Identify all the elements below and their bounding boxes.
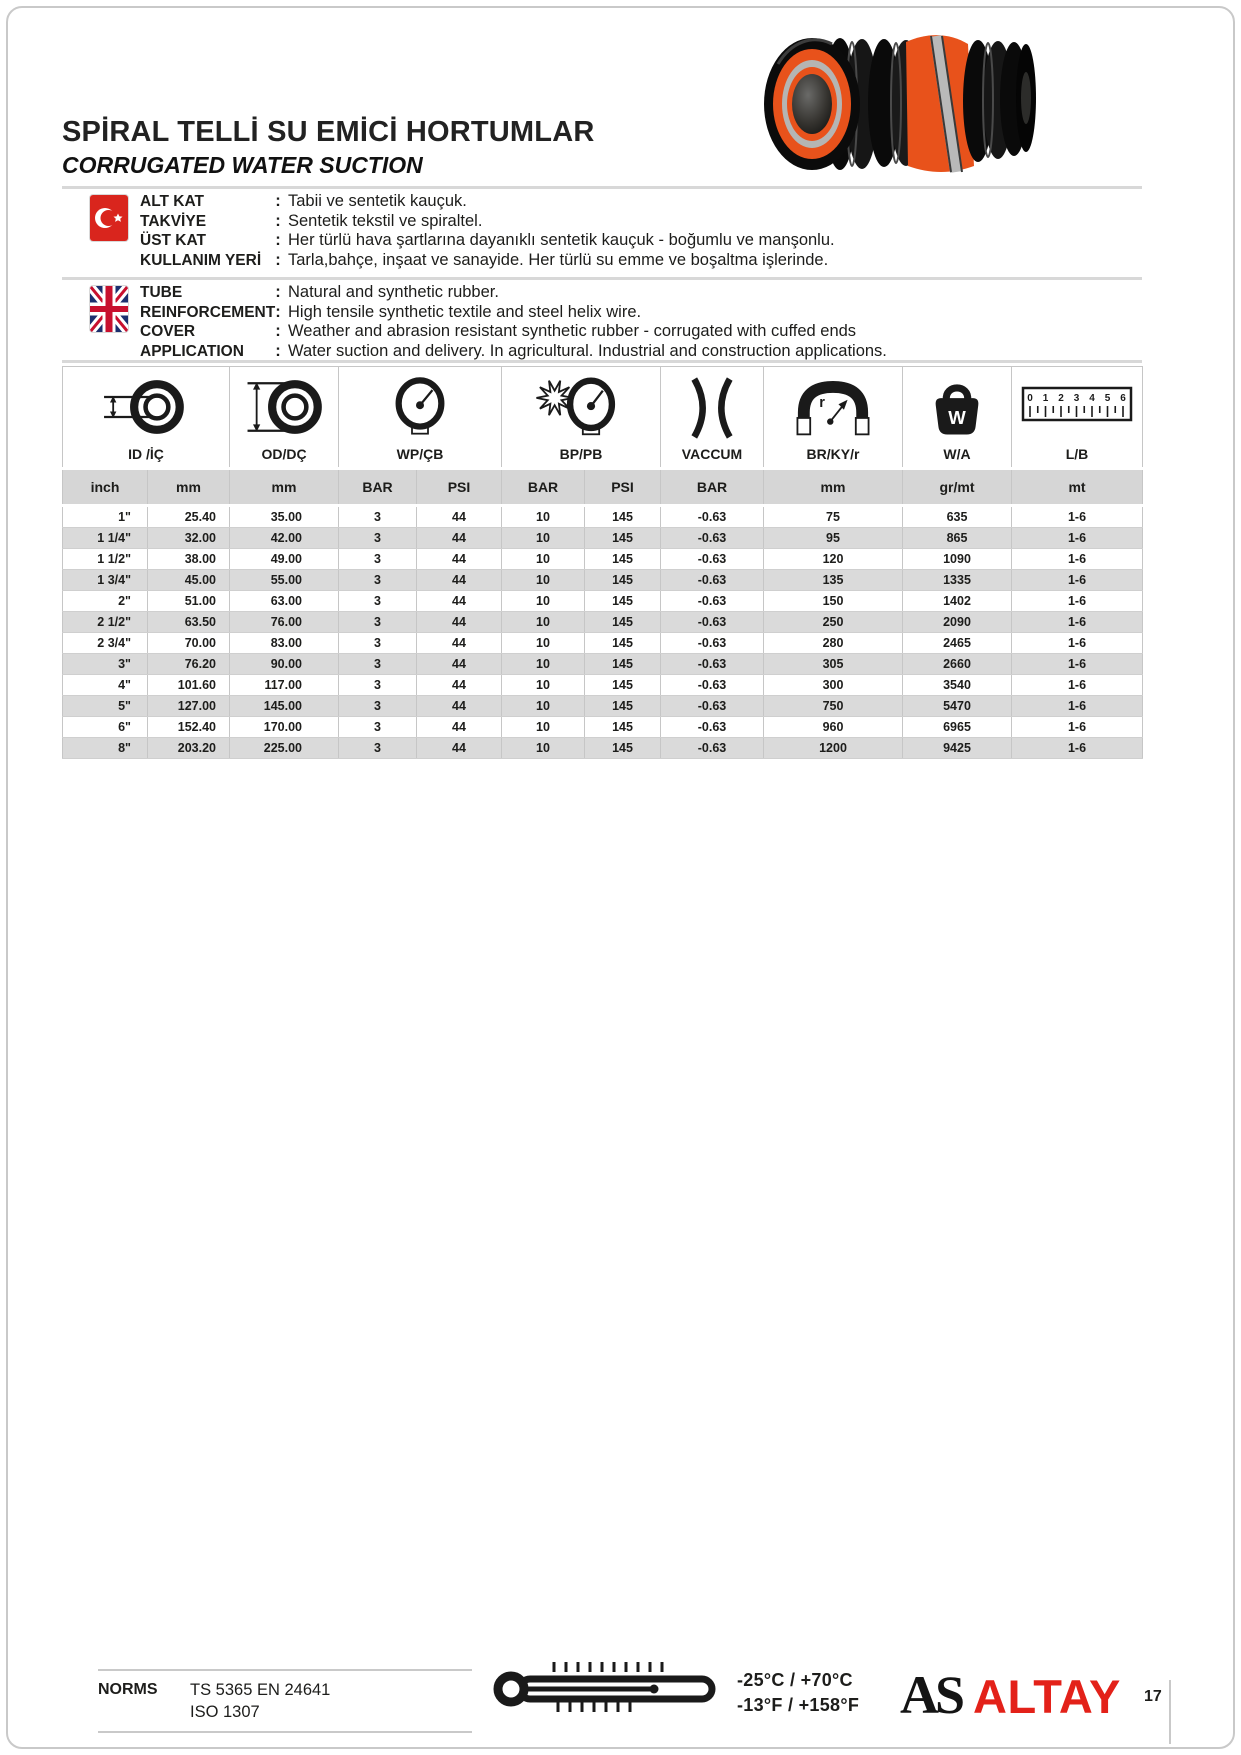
weight-glyph: W: [948, 406, 966, 428]
svg-text:2: 2: [1058, 393, 1064, 404]
table-cell: 3: [339, 549, 417, 570]
unit-header-cell: gr/mt: [903, 469, 1012, 506]
table-cell: 76.20: [148, 654, 230, 675]
table-cell: 2465: [903, 633, 1012, 654]
svg-text:5: 5: [1104, 393, 1111, 404]
table-cell: 2660: [903, 654, 1012, 675]
vacuum-icon: [684, 376, 740, 440]
logo-as-monogram: AS: [900, 1665, 962, 1725]
spec-row: [140, 283, 1142, 303]
colon-separator: :: [275, 302, 281, 321]
radius-glyph: r: [819, 395, 825, 411]
spec-label: TAKVİYE: [140, 212, 207, 230]
table-cell: 63.00: [230, 591, 339, 612]
table-cell: 250: [764, 612, 903, 633]
table-cell: 300: [764, 675, 903, 696]
table-cell: 10: [502, 717, 585, 738]
spec-value: Tarla,bahçe, inşaat ve sanayide. Her türlü su emme ve boşaltma işlerinde.: [288, 250, 829, 269]
spec-row: [140, 212, 1142, 232]
title-english: CORRUGATED WATER SUCTION: [62, 152, 423, 178]
column-group-label: L/B: [1065, 446, 1089, 462]
table-cell: 25.40: [148, 506, 230, 528]
table-cell: 2090: [903, 612, 1012, 633]
norms-block: [98, 1669, 472, 1733]
table-cell: -0.63: [661, 612, 764, 633]
table-row: [63, 591, 1143, 612]
spec-label: ALT KAT: [140, 193, 204, 210]
table-cell: 3540: [903, 675, 1012, 696]
inner-diameter-icon: [99, 376, 193, 438]
table-cell: -0.63: [661, 506, 764, 528]
table-cell: 10: [502, 570, 585, 591]
company-logo: [900, 1664, 1121, 1725]
bend-radius-icon: [791, 376, 875, 438]
table-cell: 3: [339, 612, 417, 633]
table-cell: -0.63: [661, 696, 764, 717]
table-cell: -0.63: [661, 633, 764, 654]
table-row: [63, 696, 1143, 717]
table-cell: 145: [585, 633, 661, 654]
colon-separator: :: [275, 211, 281, 230]
table-cell: 3: [339, 717, 417, 738]
table-cell: 635: [903, 506, 1012, 528]
table-cell: 10: [502, 591, 585, 612]
table-cell: -0.63: [661, 591, 764, 612]
table-cell: 1090: [903, 549, 1012, 570]
table-row: [63, 738, 1143, 759]
table-cell: 3: [339, 591, 417, 612]
table-cell: 145: [585, 696, 661, 717]
spec-block-english: [62, 283, 1142, 361]
spec-row: [140, 251, 1142, 271]
logo-altay-wordmark: ALTAY: [973, 1670, 1121, 1723]
unit-header-cell: mm: [764, 469, 903, 506]
thermometer-icon: [492, 1660, 724, 1714]
table-cell: 1-6: [1012, 506, 1143, 528]
table-cell: 42.00: [230, 528, 339, 549]
table-cell: -0.63: [661, 717, 764, 738]
table-cell: 3: [339, 696, 417, 717]
table-cell: 90.00: [230, 654, 339, 675]
table-cell: 44: [417, 738, 502, 759]
table-cell: 44: [417, 570, 502, 591]
table-cell: -0.63: [661, 738, 764, 759]
table-cell: 750: [764, 696, 903, 717]
weight-icon: [926, 376, 988, 438]
table-cell: 1-6: [1012, 633, 1143, 654]
outer-diameter-icon: [237, 376, 331, 438]
table-cell: 8": [63, 738, 148, 759]
table-cell: 152.40: [148, 717, 230, 738]
table-cell: 4": [63, 675, 148, 696]
page-number: 17: [1144, 1688, 1162, 1705]
table-cell: 3: [339, 675, 417, 696]
table-cell: 32.00: [148, 528, 230, 549]
colon-separator: :: [275, 341, 281, 360]
column-group-label: W/A: [943, 446, 971, 462]
spec-value: Natural and synthetic rubber.: [288, 283, 499, 301]
spec-value: High tensile synthetic textile and steel helix wire.: [288, 302, 642, 321]
table-cell: 145: [585, 612, 661, 633]
table-cell: 5470: [903, 696, 1012, 717]
table-cell: 150: [764, 591, 903, 612]
table-cell: 49.00: [230, 549, 339, 570]
unit-header-cell: mm: [230, 469, 339, 506]
table-cell: 3: [339, 654, 417, 675]
table-cell: 1 1/2": [63, 549, 148, 570]
table-row: [63, 506, 1143, 528]
table-cell: 145: [585, 717, 661, 738]
title-turkish: SPİRAL TELLİ SU EMİCİ HORTUMLAR: [62, 116, 595, 148]
table-cell: 145: [585, 570, 661, 591]
unit-header-cell: mm: [148, 469, 230, 506]
hose-product-image: [740, 24, 1036, 182]
table-row: [63, 549, 1143, 570]
table-cell: 10: [502, 675, 585, 696]
table-cell: 45.00: [148, 570, 230, 591]
table-cell: 44: [417, 591, 502, 612]
svg-text:1: 1: [1042, 393, 1049, 404]
table-cell: -0.63: [661, 654, 764, 675]
unit-header-cell: mt: [1012, 469, 1143, 506]
table-cell: 44: [417, 612, 502, 633]
spec-row: [140, 231, 1142, 251]
unit-header-cell: BAR: [339, 469, 417, 506]
table-cell: 6": [63, 717, 148, 738]
table-cell: 3: [339, 738, 417, 759]
spec-label: KULLANIM YERİ: [140, 251, 262, 269]
working-pressure-gauge-icon: [380, 376, 460, 438]
table-cell: 9425: [903, 738, 1012, 759]
table-cell: 145: [585, 549, 661, 570]
spec-value: Her türlü hava şartlarına dayanıklı sentetik kauçuk - boğumlu ve manşonlu.: [288, 231, 835, 249]
units-header-row: [63, 469, 1143, 506]
table-cell: 280: [764, 633, 903, 654]
table-cell: 44: [417, 528, 502, 549]
table-cell: 1-6: [1012, 696, 1143, 717]
ruler-icon: [1021, 384, 1133, 432]
table-cell: 10: [502, 549, 585, 570]
spec-row: [140, 322, 1142, 342]
table-cell: 35.00: [230, 506, 339, 528]
table-cell: 51.00: [148, 591, 230, 612]
spec-value: Tabii ve sentetik kauçuk.: [288, 192, 467, 210]
table-cell: 55.00: [230, 570, 339, 591]
burst-pressure-gauge-icon: [531, 376, 631, 438]
table-cell: 44: [417, 717, 502, 738]
table-cell: 6965: [903, 717, 1012, 738]
icon-header-row: [63, 367, 1143, 469]
table-cell: 10: [502, 506, 585, 528]
table-cell: 2": [63, 591, 148, 612]
column-group-label: WP/ÇB: [396, 446, 444, 462]
temperature-celsius: -25°C / +70°C: [737, 1670, 853, 1690]
table-row: [63, 528, 1143, 549]
table-cell: 1402: [903, 591, 1012, 612]
table-cell: 10: [502, 612, 585, 633]
svg-text:0: 0: [1027, 393, 1033, 404]
table-cell: 3: [339, 633, 417, 654]
table-cell: 10: [502, 633, 585, 654]
table-cell: 1-6: [1012, 717, 1143, 738]
table-cell: 44: [417, 633, 502, 654]
table-cell: 76.00: [230, 612, 339, 633]
divider: [62, 277, 1142, 280]
turkey-flag-icon: [90, 195, 128, 241]
unit-header-cell: BAR: [502, 469, 585, 506]
table-cell: 38.00: [148, 549, 230, 570]
table-cell: 1-6: [1012, 738, 1143, 759]
table-cell: 2 1/2": [63, 612, 148, 633]
table-cell: 44: [417, 506, 502, 528]
table-cell: 3: [339, 570, 417, 591]
table-cell: 1-6: [1012, 612, 1143, 633]
table-cell: 117.00: [230, 675, 339, 696]
spec-row: [140, 192, 1142, 212]
unit-header-cell: PSI: [585, 469, 661, 506]
divider: [62, 186, 1142, 189]
footer-divider-line: [1169, 1680, 1171, 1744]
svg-text:6: 6: [1120, 393, 1126, 404]
table-cell: 10: [502, 696, 585, 717]
column-group-label: OD/DÇ: [261, 446, 307, 462]
table-cell: 10: [502, 654, 585, 675]
table-cell: 44: [417, 654, 502, 675]
table-cell: 1-6: [1012, 570, 1143, 591]
colon-separator: :: [275, 192, 281, 210]
table-cell: 1-6: [1012, 591, 1143, 612]
spec-value: Weather and abrasion resistant synthetic rubber - corrugated with cuffed ends: [288, 322, 857, 340]
hose-cut-face: [764, 38, 860, 170]
svg-text:3: 3: [1073, 393, 1080, 404]
spec-block-turkish: [62, 192, 1142, 270]
spec-label: APPLICATION: [140, 342, 244, 360]
table-cell: 145: [585, 528, 661, 549]
table-cell: 145: [585, 738, 661, 759]
column-group-label: BR/KY/r: [806, 446, 860, 462]
norm-item: TS 5365 EN 24641: [190, 1681, 331, 1699]
table-cell: 145: [585, 506, 661, 528]
table-cell: 44: [417, 675, 502, 696]
table-row: [63, 675, 1143, 696]
table-row: [63, 570, 1143, 591]
colon-separator: :: [275, 283, 281, 301]
table-cell: 1335: [903, 570, 1012, 591]
table-cell: 1 1/4": [63, 528, 148, 549]
table-cell: 145: [585, 654, 661, 675]
unit-header-cell: inch: [63, 469, 148, 506]
table-cell: 1-6: [1012, 549, 1143, 570]
table-cell: -0.63: [661, 549, 764, 570]
spec-table: [62, 366, 1142, 759]
unit-header-cell: BAR: [661, 469, 764, 506]
table-cell: 1 3/4": [63, 570, 148, 591]
uk-flag-icon: [90, 286, 128, 332]
table-cell: 145.00: [230, 696, 339, 717]
table-cell: 44: [417, 696, 502, 717]
table-cell: 3: [339, 528, 417, 549]
column-group-label: BP/PB: [559, 446, 603, 462]
table-cell: 145: [585, 591, 661, 612]
spec-label: REINFORCEMENT: [140, 303, 276, 321]
table-cell: 305: [764, 654, 903, 675]
table-cell: 145: [585, 675, 661, 696]
table-cell: 95: [764, 528, 903, 549]
spec-row: [140, 303, 1142, 323]
table-row: [63, 612, 1143, 633]
table-cell: -0.63: [661, 675, 764, 696]
table-cell: 170.00: [230, 717, 339, 738]
table-cell: 44: [417, 549, 502, 570]
table-cell: 1-6: [1012, 528, 1143, 549]
colon-separator: :: [275, 250, 281, 269]
table-cell: 865: [903, 528, 1012, 549]
table-cell: 960: [764, 717, 903, 738]
spec-value: Sentetik tekstil ve spiraltel.: [288, 211, 483, 230]
table-cell: 1": [63, 506, 148, 528]
table-body: [63, 506, 1143, 759]
spec-label: COVER: [140, 323, 196, 340]
table-cell: 83.00: [230, 633, 339, 654]
table-row: [63, 717, 1143, 738]
table-cell: 10: [502, 528, 585, 549]
norm-item: ISO 1307: [190, 1703, 260, 1721]
column-group-label: ID /İÇ: [128, 446, 164, 462]
table-row: [63, 633, 1143, 654]
column-group-label: VACCUM: [681, 446, 743, 462]
table-cell: 1200: [764, 738, 903, 759]
table-cell: -0.63: [661, 570, 764, 591]
table-cell: 135: [764, 570, 903, 591]
table-cell: 120: [764, 549, 903, 570]
table-cell: 225.00: [230, 738, 339, 759]
table-cell: 1-6: [1012, 675, 1143, 696]
spec-label: ÜST KAT: [140, 232, 207, 249]
table-cell: 5": [63, 696, 148, 717]
table-cell: 127.00: [148, 696, 230, 717]
colon-separator: :: [275, 322, 281, 340]
table-cell: 75: [764, 506, 903, 528]
colon-separator: :: [275, 231, 281, 249]
norms-label: NORMS: [98, 1681, 158, 1698]
table-cell: 10: [502, 738, 585, 759]
page-title-block: [62, 116, 595, 179]
spec-value: Water suction and delivery. In agricultural. Industrial and construction applications.: [288, 341, 887, 360]
table-cell: 203.20: [148, 738, 230, 759]
table-cell: 101.60: [148, 675, 230, 696]
table-cell: 63.50: [148, 612, 230, 633]
temperature-fahrenheit: -13°F / +158°F: [737, 1695, 860, 1715]
spec-label: TUBE: [140, 284, 183, 301]
spec-row: [140, 342, 1142, 362]
temperature-range: [737, 1668, 859, 1718]
table-row: [63, 654, 1143, 675]
table-cell: -0.63: [661, 528, 764, 549]
table-cell: 3: [339, 506, 417, 528]
svg-text:4: 4: [1089, 393, 1095, 404]
unit-header-cell: PSI: [417, 469, 502, 506]
table-cell: 3": [63, 654, 148, 675]
table-cell: 1-6: [1012, 654, 1143, 675]
table-cell: 70.00: [148, 633, 230, 654]
hose-size-table: [62, 366, 1143, 759]
table-cell: 2 3/4": [63, 633, 148, 654]
